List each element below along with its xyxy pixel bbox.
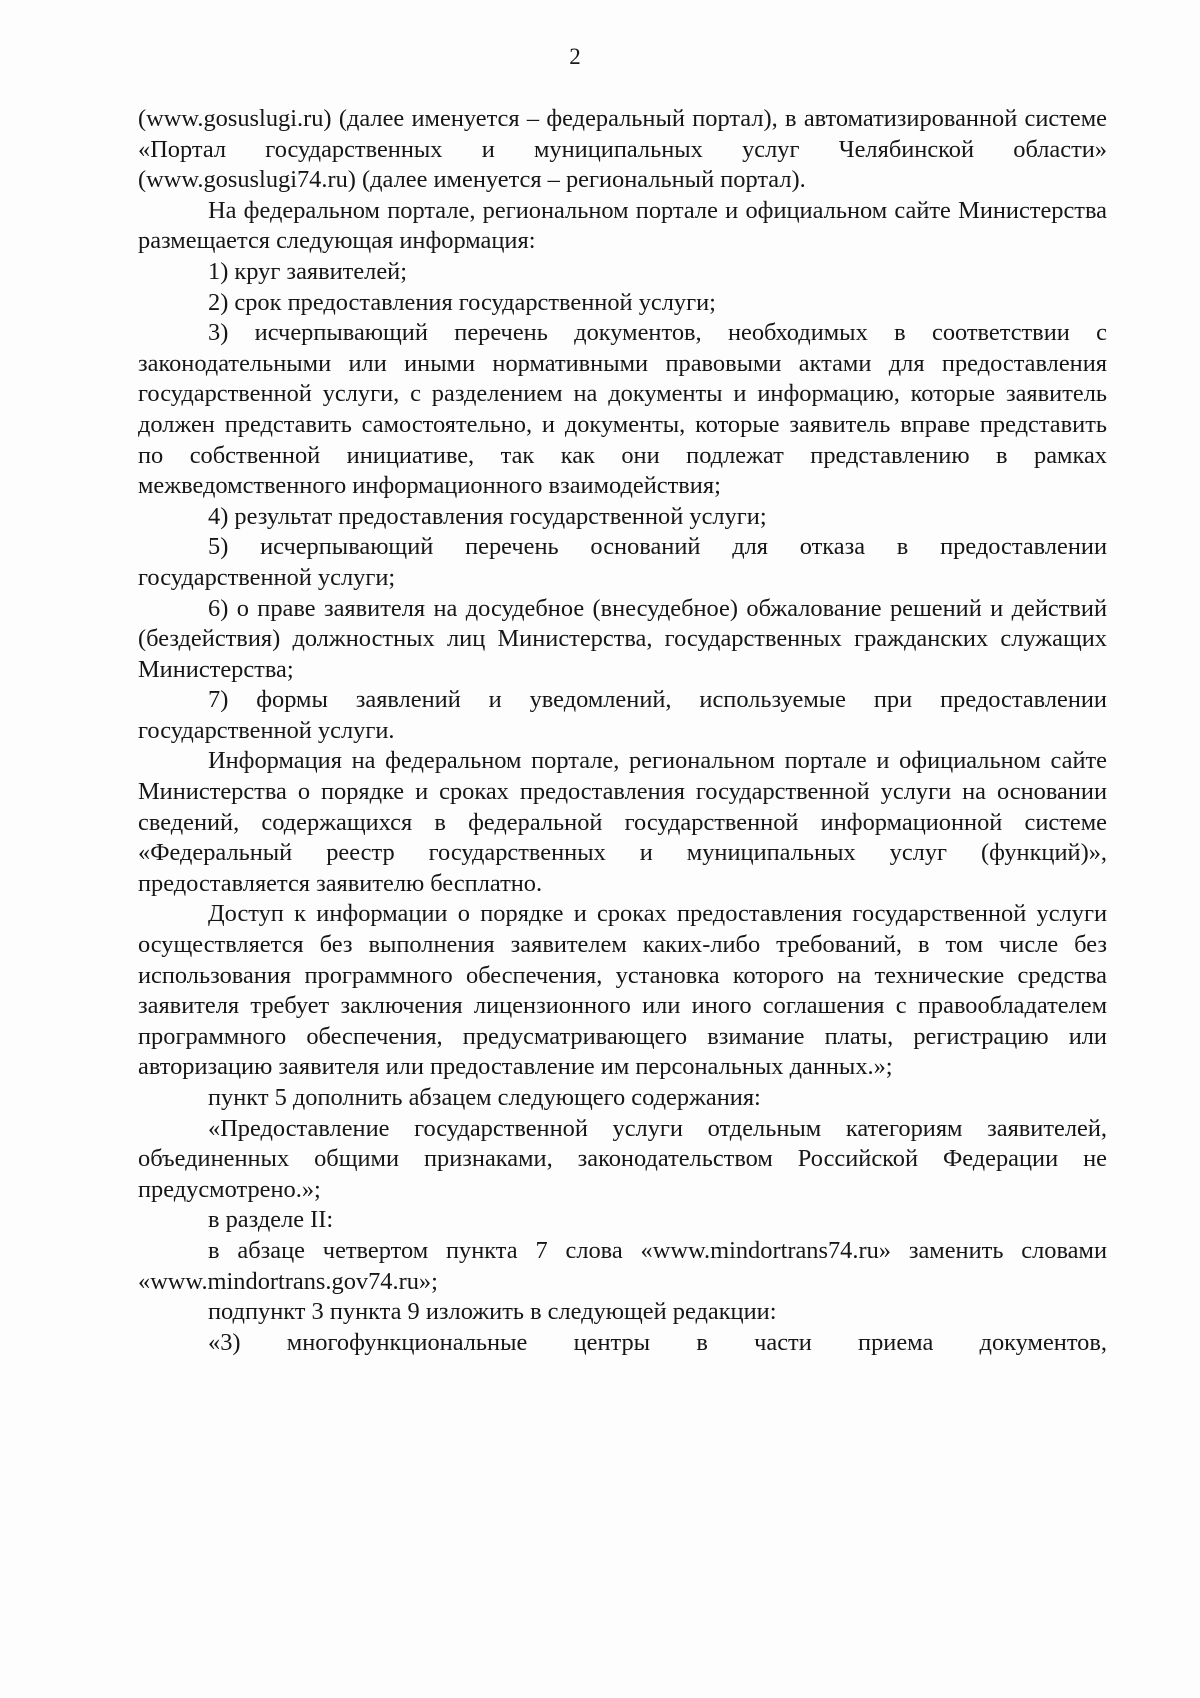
paragraph-replace-url: в абзаце четвертом пункта 7 слова «www.mindortrans74.ru» заменить словами «www.mindortrans.gov74.ru»; [138,1236,1107,1295]
paragraph-subitem-3: подпункт 3 пункта 9 изложить в следующей редакции: [208,1298,777,1326]
list-item-1: 1) круг заявителей; [208,257,407,285]
paragraph-section-2: в разделе II: [208,1206,334,1234]
paragraph-info-free: Информация на федеральном портале, региональном портале и официальном сайте Министерства о порядке и сроках предоставления государственной услуги на основании сведений, содержащихся в федеральной государственной информационной системе «Федеральный реестр государственных и муниципальных услуг (функций)», предоставляется заявителю бесплатно. [138,747,1107,897]
page-number: 2 [569,44,581,69]
list-item-3: 3) исчерпывающий перечень документов, необходимых в соответствии с законодательными или иными нормативными правовыми актами для предоставления государственной услуги, с разделением на документы и информацию, которые заявитель должен представить самостоятельно, и документы, которые заявитель вправе представить по собственной инициативе, так как они подлежат представлению в рамках межведомственного информационного взаимодействия; [138,319,1107,500]
paragraph-quote-categories: «Предоставление государственной услуги отдельным категориям заявителей, объединенных общими признаками, законодательством Российской Федерации не предусмотрено.»; [138,1114,1107,1203]
list-item-7: 7) формы заявлений и уведомлений, используемые при предоставлении государственной услуги. [138,686,1107,744]
list-item-6: 6) о праве заявителя на досудебное (внесудебное) обжалование решений и действий (бездействия) должностных лиц Министерства, государственных гражданских служащих Министерства; [138,594,1107,683]
paragraph-mfc: «3) многофункциональные центры в части приема документов, [208,1328,1107,1356]
list-item-4: 4) результат предоставления государственной услуги; [208,502,767,530]
paragraph-access: Доступ к информации о порядке и сроках предоставления государственной услуги осуществляется без выполнения заявителем каких-либо требований, в том числе без использования программного обеспечения, установка которого на технические средства заявителя требует заключения лицензионного или иного соглашения с правообладателем программного обеспечения, предусматривающего взимание платы, регистрацию или авторизацию заявителя или предоставление им персональных данных.»; [138,900,1107,1081]
paragraph-portal-definitions: (www.gosuslugi.ru) (далее именуется – федеральный портал), в автоматизированной системе «Портал государственных и муниципальных услуг Челябинской области» (www.gosuslugi74.ru) (далее именуется – региональный портал). [138,105,1107,194]
list-item-5: 5) исчерпывающий перечень оснований для отказа в предоставлении государственной услуги; [138,533,1107,591]
paragraph-amend-item-5: пункт 5 дополнить абзацем следующего содержания: [208,1084,761,1111]
paragraph-info-intro: На федеральном портале, региональном портале и официальном сайте Министерства размещается следующая информация: [138,196,1107,255]
document-body [138,104,1107,1358]
list-item-2: 2) срок предоставления государственной услуги; [208,288,716,316]
